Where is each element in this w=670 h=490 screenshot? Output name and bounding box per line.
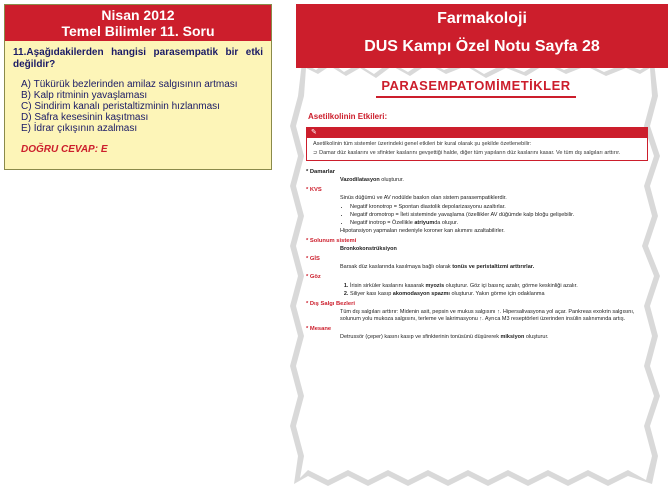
- option-b: B) Kalp ritminin yavaşlaması: [21, 90, 148, 101]
- note-box: [306, 127, 648, 161]
- heading-solunum: * Solunum sistemi: [306, 238, 357, 244]
- exam-date: Nisan 2012: [101, 7, 175, 23]
- heading-mesane: * Mesane: [306, 326, 332, 332]
- question-body: [5, 41, 271, 155]
- option-a: A) Tükürük bezlerinden amilaz salgısının artması: [21, 79, 238, 90]
- heading-goz: * Göz: [306, 274, 321, 280]
- banner-page-title: DUS Kampı Özel Notu Sayfa 28: [364, 38, 600, 55]
- goz-list: [344, 283, 652, 298]
- chapter-title: PARASEMPATOMİMETİKLER: [376, 78, 576, 98]
- list-item: 2. Siliyer kası kasıp akomodasyon spazmı oluşturur. Yakın görme için odaklanma: [350, 291, 652, 298]
- question-card-header: [5, 5, 271, 41]
- topic-banner: [296, 4, 668, 68]
- list-item: • Negatif kronotrop = Spontan diastolik depolarizasyonu azaltırlar.: [350, 204, 652, 211]
- notes-body: [300, 169, 652, 341]
- heading-gis: * GİS: [306, 256, 320, 262]
- option-c: C) Sindirim kanalı peristaltizminin hızlanması: [21, 101, 220, 112]
- list-item: • Negatif dromotrop = İleti sisteminde yavaşlama (özellikler AV düğümde kalp bloğu gelişebilir.: [350, 212, 652, 219]
- damarlar-text: Vazodilatasyon oluşturur.: [340, 177, 404, 183]
- solunum-text: Bronkokonstrüksiyon: [340, 246, 397, 252]
- notes-page: [300, 64, 652, 482]
- kvs-list: [344, 204, 652, 227]
- question-text: 11.Aşağıdakilerden hangisi parasempatik bir etki değildir?: [13, 47, 263, 70]
- banner-subject: Farmakoloji: [437, 10, 527, 27]
- option-d: D) Safra kesesinin kaşıtması: [21, 112, 149, 123]
- note-line-2: ⊃ Damar düz kaslarını ve sfinkter kaslarını gevşettiği halde, diğer tüm yapıların düz kaslarını kasar. Ve tüm dış salgıları arttırır.: [313, 150, 621, 156]
- section-title: Asetilkolinin Etkileri:: [308, 112, 388, 121]
- note-bar: [307, 128, 647, 138]
- answer-options: [21, 79, 263, 134]
- mesane-text: Detrussör (çeper) kasını kasıp ve sfinkterinin tonüsünü düşürerek miksiyon oluşturur.: [340, 334, 549, 340]
- kvs-intro: Sinüs düğümü ve AV nodülde baskın olan sistem parasempatiklerdir.: [340, 195, 507, 201]
- list-item: • Negatif inotrop = Özellikle atriyumda oluşur.: [350, 220, 652, 227]
- correct-answer: DOĞRU CEVAP: E: [21, 144, 108, 155]
- exam-question-number: Temel Bilimler 11. Soru: [61, 23, 215, 39]
- dis-salgi-text: Tüm dış salgıları arttırır: Midenin asit, pepsin ve mukus salgısını ↑. Hipersalivasyona yol açar. Pankreas exokrin salgısını, solunum yolu mukoza salgısını, terleme ve lakrimasyonu ↑. Ayrıca M3 reseptörleri üzerinden insülin salınımında artış.: [340, 309, 635, 322]
- pencil-icon: ✎: [311, 129, 317, 136]
- note-line-1: Asetilkolinin tüm sistemler üzerindeki genel etkileri bir kural olarak şu şekilde özetlenebilir:: [313, 141, 532, 147]
- list-item: 1. İrisin sirküler kaslarını kasarak myozis oluşturur. Göz içi basınç azalır, görme keskinliği azalır.: [350, 283, 652, 290]
- option-e: E) İdrar çıkışının azalması: [21, 123, 138, 134]
- heading-kvs: * KVS: [306, 187, 322, 193]
- kvs-hipotansiyon: Hipotansiyon yapmaları nedeniyle koroner kan akımını azaltabilirler.: [340, 228, 505, 234]
- heading-damarlar: * Damarlar: [306, 169, 336, 175]
- heading-dis-salgi: * Dış Salgı Bezleri: [306, 301, 355, 307]
- gis-text: Barsak düz kaslarında kasılmaya bağlı olarak tonüs ve peristaltizmi arttırırlar.: [340, 264, 535, 270]
- question-card: [4, 4, 272, 170]
